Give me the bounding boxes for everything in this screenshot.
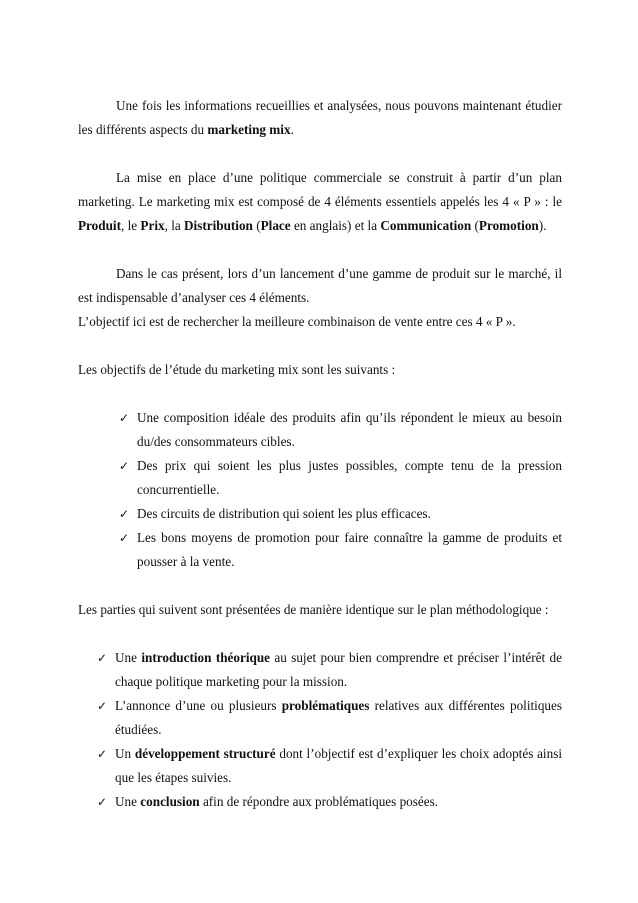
text: Une fois les informations recueillies et analysées, nous pouvons maintenant étudier les différents aspects du (78, 98, 562, 137)
text: ). (538, 218, 547, 233)
list-item (78, 502, 562, 526)
text: en anglais) et la (290, 218, 381, 233)
bold-term: marketing mix (207, 122, 291, 137)
text: , le (121, 218, 141, 233)
text: ( (252, 218, 261, 233)
text: ( (471, 218, 479, 233)
list-item (78, 742, 562, 790)
list-item-text: Des prix qui soient les plus justes possibles, compte tenu de la pression concurrentielle. (137, 458, 562, 497)
checkmark-icon: ✓ (97, 747, 108, 761)
text: L’annonce d’une ou plusieurs (115, 698, 282, 713)
bold-term: Produit (78, 218, 121, 233)
checkmark-icon: ✓ (97, 651, 108, 665)
bold-term: introduction théorique (141, 650, 271, 665)
bold-term: Communication (380, 218, 472, 233)
parts-intro: Les parties qui suivent sont présentées de manière identique sur le plan méthodologique : (78, 602, 549, 617)
checkmark-icon: ✓ (119, 507, 130, 521)
bold-term: Promotion (478, 218, 539, 233)
bold-term: Distribution (184, 218, 253, 233)
list-item-text: Des circuits de distribution qui soient les plus efficaces. (137, 506, 431, 521)
bold-term: conclusion (140, 794, 200, 809)
bold-term: développement structuré (134, 746, 276, 761)
list-item-text: Les bons moyens de promotion pour faire connaître la gamme de produits et pousser à la vente. (137, 530, 562, 569)
text: afin de répondre aux problématiques posées. (199, 794, 439, 809)
objectives-list (78, 406, 562, 574)
text: Une (115, 794, 141, 809)
checkmark-icon: ✓ (97, 699, 108, 713)
checkmark-icon: ✓ (97, 795, 108, 809)
bold-term: Prix (140, 218, 165, 233)
paragraph-intro (78, 94, 562, 142)
text: Un (115, 746, 135, 761)
paragraph-marketing-mix (78, 166, 562, 238)
checkmark-icon: ✓ (119, 459, 130, 473)
list-item (78, 790, 562, 814)
text: dont l’objectif est d’expliquer les choix adoptés ainsi que les étapes suivies. (115, 746, 562, 785)
text: Une (115, 650, 142, 665)
list-item (78, 694, 562, 742)
text: La mise en place d’une politique commerciale se construit à partir d’un plan marketing. Le marketing mix est composé de 4 éléments essentiels appelés les 4 « P » : le (78, 170, 562, 209)
bold-term: problématiques (281, 698, 370, 713)
list-item-text: Une composition idéale des produits afin qu’ils répondent le mieux au besoin du/des consommateurs cibles. (137, 410, 562, 449)
paragraph-objective: L’objectif ici est de rechercher la meilleure combinaison de vente entre ces 4 « P ». (78, 314, 516, 329)
paragraph-context: Dans le cas présent, lors d’un lancement d’une gamme de produit sur le marché, il est indispensable d’analyser ces 4 éléments. (78, 266, 562, 305)
list-item (78, 454, 562, 502)
bold-term: Place (260, 218, 291, 233)
list-item (78, 406, 562, 454)
checkmark-icon: ✓ (119, 411, 130, 425)
list-item (78, 646, 562, 694)
list-item (78, 526, 562, 574)
checkmark-icon: ✓ (119, 531, 130, 545)
text: . (290, 122, 294, 137)
text: , la (164, 218, 185, 233)
text: relatives aux différentes politiques étudiées. (115, 698, 562, 737)
objectives-intro: Les objectifs de l’étude du marketing mix sont les suivants : (78, 362, 396, 377)
text: au sujet pour bien comprendre et préciser l’intérêt de chaque politique marketing pour la mission. (115, 650, 562, 689)
parts-list (78, 646, 562, 814)
